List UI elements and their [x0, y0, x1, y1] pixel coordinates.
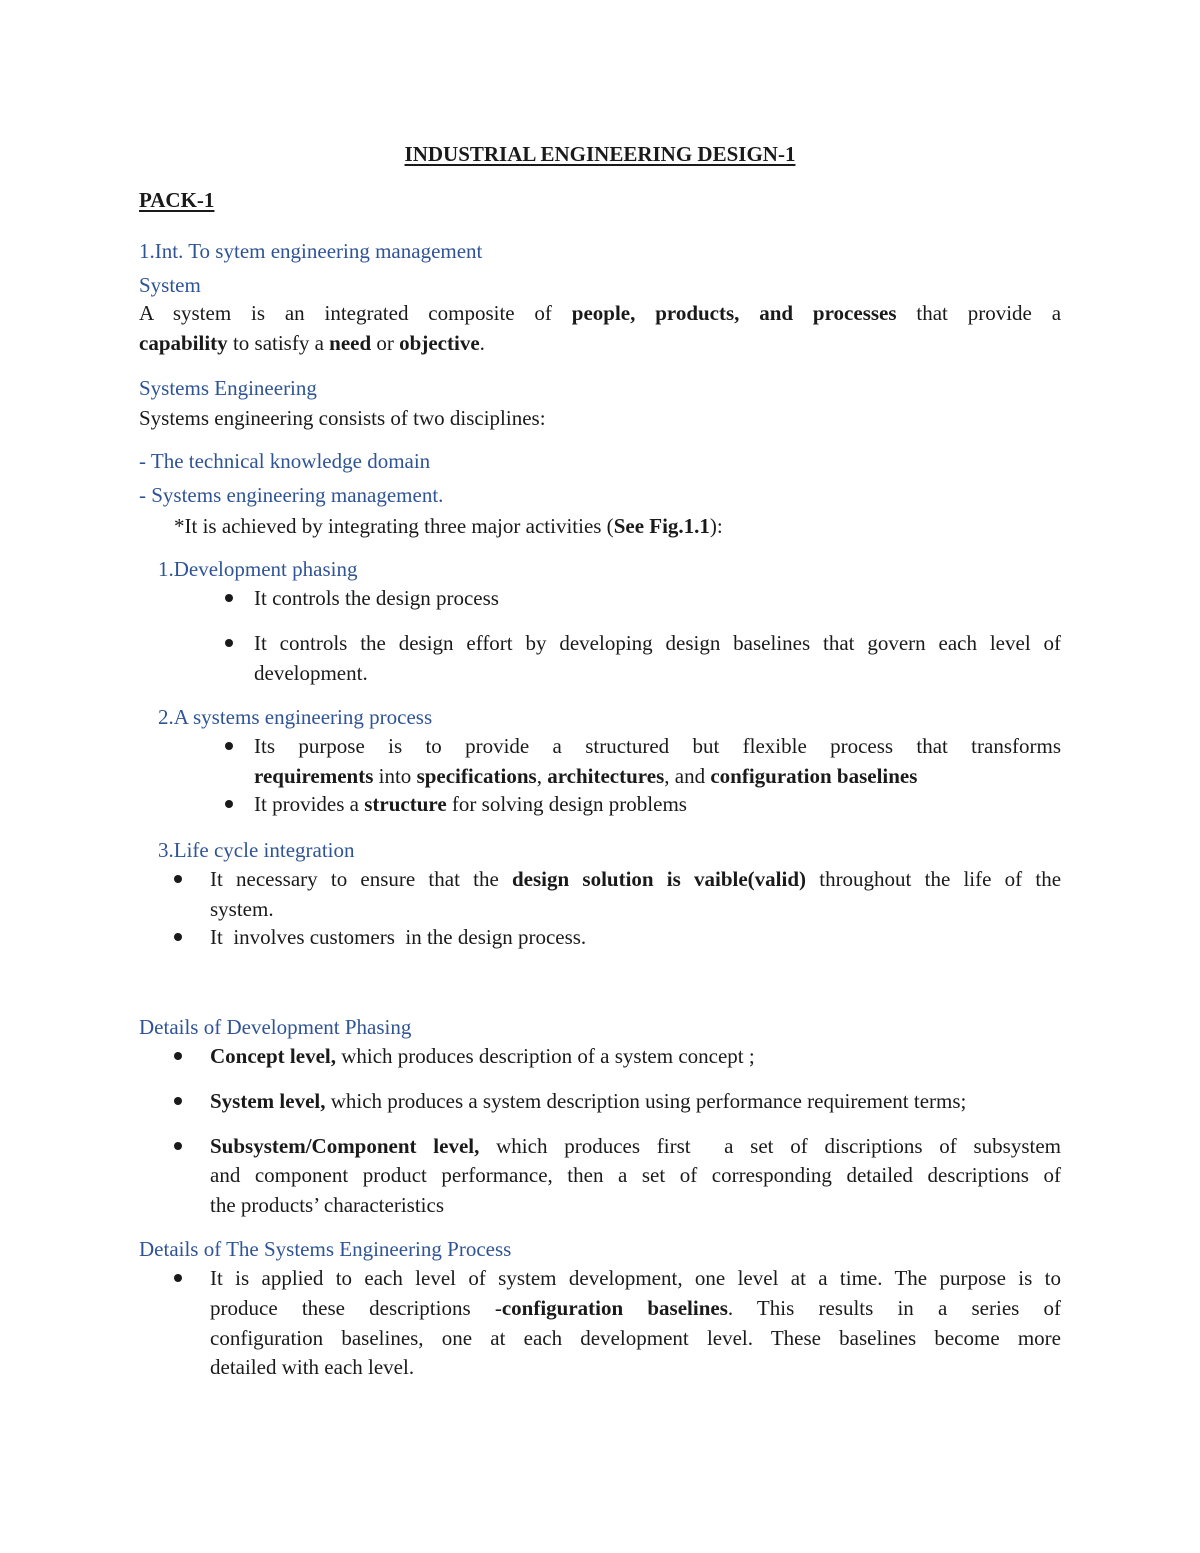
text-run: to satisfy a — [232, 331, 324, 355]
bullet-icon — [174, 1274, 182, 1282]
document-title: INDUSTRIAL ENGINEERING DESIGN-1 — [404, 142, 796, 166]
bullet-icon — [225, 742, 233, 750]
text-run: . — [479, 331, 485, 355]
bold-run: capability — [139, 331, 228, 355]
bold-run: specifications — [416, 764, 537, 788]
activity-heading: 1.Development phasing — [158, 557, 358, 581]
bold-run: Subsystem/Component level, — [210, 1134, 480, 1158]
bold-run: System level, — [210, 1089, 326, 1113]
bold-run: configuration baselines — [710, 764, 918, 788]
bold-run: architectures — [547, 764, 665, 788]
text-run: that provide a — [916, 301, 1062, 325]
bold-run: requirements — [254, 764, 374, 788]
bullet-text-continuation: the products’ characteristics — [210, 1193, 445, 1217]
text-run: which produces a system description using performance requirement terms; — [330, 1089, 967, 1113]
text-run: into — [378, 764, 412, 788]
text-run: or — [376, 331, 394, 355]
text-run: . This results in a series of — [727, 1296, 1061, 1320]
bullet-text — [210, 865, 1061, 895]
bold-run: structure — [364, 792, 447, 816]
system-definition-line2 — [139, 329, 485, 357]
bullet-icon — [174, 1052, 182, 1060]
bullet-text: It is applied to each level of system development, one level at a time. The purpose is to — [210, 1266, 1061, 1290]
bullet-icon — [174, 1097, 182, 1105]
text-run: for solving design problems — [451, 792, 687, 816]
bullet-icon — [225, 800, 233, 808]
bullet-text-continuation — [210, 1294, 1061, 1324]
bullet-text — [210, 1087, 966, 1115]
text-run: which produces description of a system concept ; — [341, 1044, 755, 1068]
bullet-icon — [225, 594, 233, 602]
system-definition-line1 — [139, 299, 1061, 329]
bold-run: design solution is vaible(valid) — [512, 867, 807, 891]
text-run: A system is an integrated composite of — [139, 301, 552, 325]
bullet-text-continuation: detailed with each level. — [210, 1355, 415, 1379]
activity-heading: 2.A systems engineering process — [158, 705, 433, 729]
text-run: , and — [664, 764, 706, 788]
bullet-text: Its purpose is to provide a structured but flexible process that transforms — [254, 734, 1061, 758]
bullet-text — [210, 1132, 1061, 1162]
text-run: , — [536, 764, 542, 788]
bullet-text-continuation: system. — [210, 897, 274, 921]
bold-run: people, products, and processes — [571, 301, 897, 325]
discipline-item: - The technical knowledge domain — [139, 449, 431, 473]
achieved-note — [174, 512, 723, 540]
bullet-text: It involves customers in the design process. — [210, 925, 587, 949]
bullet-text: It controls the design effort by developing design baselines that govern each level of — [254, 631, 1061, 655]
systems-engineering-intro: Systems engineering consists of two disciplines: — [139, 406, 546, 430]
bold-run: objective — [399, 331, 480, 355]
bullet-text-continuation: and component product performance, then a set of corresponding detailed descriptions of — [210, 1163, 1061, 1187]
text-run: throughout the life of the — [819, 867, 1062, 891]
text-run: which produces first a set of discriptions of subsystem — [496, 1134, 1062, 1158]
bullet-icon — [225, 639, 233, 647]
text-run: produce these descriptions - — [210, 1296, 502, 1320]
section-heading: 1.Int. To sytem engineering management — [139, 239, 483, 263]
bullet-icon — [174, 875, 182, 883]
bullet-text — [210, 1042, 755, 1070]
bullet-text-continuation: development. — [254, 661, 368, 685]
systems-engineering-heading: Systems Engineering — [139, 376, 317, 400]
bullet-icon — [174, 933, 182, 941]
text-run: It necessary to ensure that the — [210, 867, 499, 891]
details-phasing-heading: Details of Development Phasing — [139, 1015, 412, 1039]
bold-run: Concept level, — [210, 1044, 336, 1068]
bullet-text-continuation: configuration baselines, one at each development level. These baselines become more — [210, 1326, 1061, 1350]
bullet-text-continuation — [254, 762, 917, 790]
activity-heading: 3.Life cycle integration — [158, 838, 355, 862]
bold-run: See Fig.1.1 — [613, 514, 710, 538]
bold-run: configuration baselines — [501, 1296, 728, 1320]
bold-run: need — [329, 331, 372, 355]
pack-label: PACK-1 — [139, 188, 215, 212]
details-process-heading: Details of The Systems Engineering Process — [139, 1237, 512, 1261]
discipline-item: - Systems engineering management. — [139, 483, 444, 507]
text-run: It provides a — [254, 792, 359, 816]
text-run: ): — [709, 514, 723, 538]
system-heading: System — [139, 273, 201, 297]
bullet-icon — [174, 1142, 182, 1150]
bullet-text — [254, 790, 687, 818]
bullet-text: It controls the design process — [254, 586, 499, 610]
text-run: *It is achieved by integrating three major activities ( — [174, 514, 614, 538]
